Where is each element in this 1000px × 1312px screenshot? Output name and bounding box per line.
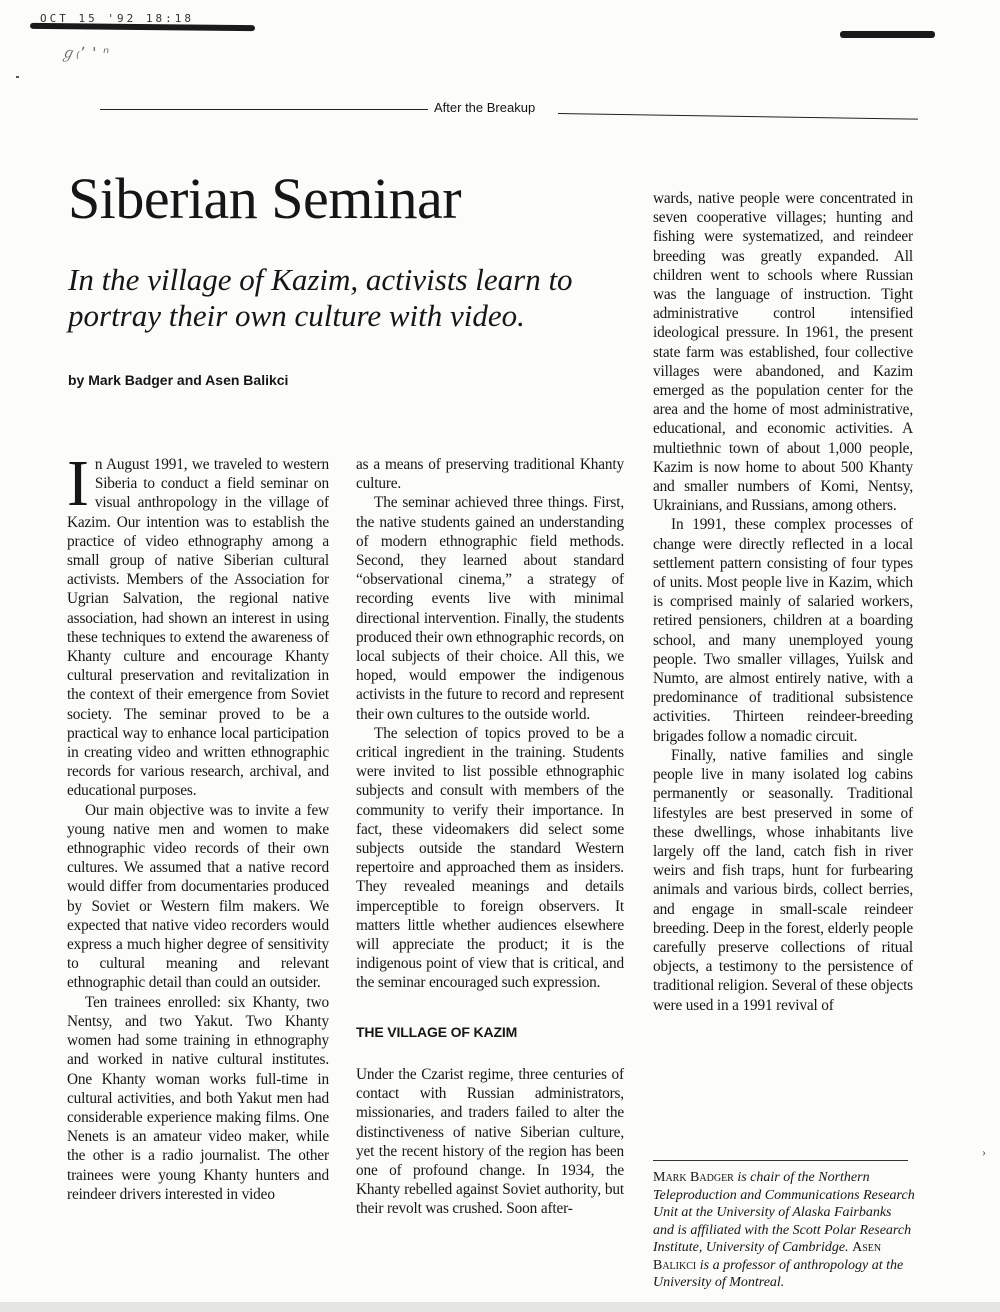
author-name: Asen Balikci [653,1240,882,1273]
paragraph: as a means of preserving traditional Khanty culture. [356,456,624,493]
article-title: Siberian Seminar [68,166,462,231]
author-name: Mark Badger [653,1170,734,1185]
paragraph: In 1991, these complex processes of change were directly reflected in a local settlement pattern consisting of four types of units. Most people live in Kazim, which is comprised mainly of salaried workers, retired pensioners, children at a boarding school, and many unemployed young people. Two smaller villages, Yuilsk and Numto, are almost entirely native, with a predominance of traditional subsistence activities. Thirteen reindeer-breeding brigades follow a nomadic circuit. [653,516,913,745]
fax-header-mark-right [840,31,935,38]
paragraph: Our main objective was to invite a few young native men and women to make ethnographic video records of their own cultures. We assumed that a native record would differ from documentaries produced by Soviet or Western film makers. We expected that native video recorders would express a much higher degree of sensitivity to cultural meaning and relevant ethnographic detail than could an outsider. [67,801,329,992]
bio-text: is chair of the Northern Teleproduction and Communications Research Unit at the University of Alaska Fairbanks and is affiliated with the Scott Polar Research Institute, University of Cambridge. [653,1170,915,1255]
section-rule-right [558,113,918,120]
paragraph: The selection of topics proved to be a critical ingredient in the training. Students were invited to list possible ethnographic subjects and consult with members of the community to verify their importance. In fact, these videomakers did select some subjects outside the standard Western repertoire and approached them as insiders. They revealed meanings and details imperceptible to foreign observers. It matters little whether audiences elsewhere will appreciate the product; it is the indigenous point of view that is critical, and the seminar encouraged such expression. [356,724,624,992]
scan-bottom-edge [0,1302,1000,1312]
paragraph: Ten trainees enrolled: six Khanty, two Nentsy, and two Yakut. Two Khanty women had some training in ethnography and worked in native cultural institutes. One Khanty woman works full-time in cultural activities, and both Yakut men had considerable experience making films. One Nenets is an amateur video maker, while the other is a radio journalist. The other trainees were young Khanty hunters and reindeer drivers interested in video [67,993,329,1203]
article-column-2 [356,455,624,1219]
author-bio [653,1169,915,1292]
article-column-1 [67,447,329,1204]
paragraph [67,447,329,801]
bio-divider [653,1160,908,1161]
article-subtitle: In the village of Kazim, activists learn to portray their own culture with video. [68,262,573,333]
drop-cap: I [67,447,89,520]
section-rule-left [100,109,428,110]
paragraph: Under the Czarist regime, three centuries of contact with Russian administrators, missionaries, and traders failed to alter the distinctiveness of native Siberian culture, yet the recent history of the region has been one of profound change. In 1934, the Khanty rebelled against Soviet authority, but their revolt was crushed. Soon after- [356,1065,624,1218]
paragraph-text: n August 1991, we traveled to western Siberia to conduct a field seminar on visual anthropology in the village of Kazim. Our intention was to establish the practice of video ethnography among a small group of native Siberian cultural activists. Members of the Association for Ugrian Salvation, the regional native association, had shown an interest in using these techniques to extend the awareness of Khanty culture and encourage Khanty cultural preservation and revitalization in the context of their emergence from Soviet society. The seminar proved to be a practical way to enhance local participation in creating video and written ethnographic records for various research, archival, and educational purposes. [67,456,329,800]
bio-text: is a professor of anthropology at the University of Montreal. [653,1257,904,1290]
article-column-3 [653,189,913,1015]
section-label: After the Breakup [434,100,536,115]
margin-mark: › [982,1145,986,1159]
fax-header-text: OCT 15 '92 18:18 [40,12,194,25]
paragraph: Finally, native families and single people live in many isolated log cabins permanently or seasonally. Traditional lifestyles are best preserved in some of these dwellings, whose inhabitants live largely off the land, catch fish in river weirs and fish traps, hunt for furbearing animals and various birds, collect berries, and engage in small-scale reindeer breeding. Deep in the forest, elderly people carefully preserve collections of ritual objects, a testimony to the persistence of traditional religion. Several of these objects were used in a 1991 revival of [653,746,913,1014]
paragraph: wards, native people were concentrated in seven cooperative villages; hunting and fishing were systematized, and reindeer breeding was greatly expanded. All children went to schools where Russian was the language of instruction. Tight administrative control intensified ideological pressure. In 1961, the present state farm was established, four collective villages were abandoned, and Kazim emerged as the population center for the area and the home of most administrative, educational, and economic activities. A multiethnic town of about 1,000 people, Kazim is now home to about 500 Khanty and smaller numbers of Komi, Nentsy, Ukrainians, and Russians, among others. [653,190,913,515]
handwritten-scrawl: ℊ₍ʼ ' ⁿ [60,44,111,62]
section-subheading: THE VILLAGE OF KAZIM [356,1023,518,1040]
paragraph: The seminar achieved three things. First, the native students gained an understanding of modern ethnographic field methods. Second, they learned about standard “observational cinema,” a strategy of recording events live with minimal directional intervention. Finally, the students produced their own ethnographic records, on local subjects of their choice. All this, we hoped, would empower the indigenous activists in the future to record and represent their own cultures to the outside world. [356,494,624,723]
byline: by Mark Badger and Asen Balikci [68,372,289,388]
scan-speck [16,76,19,78]
